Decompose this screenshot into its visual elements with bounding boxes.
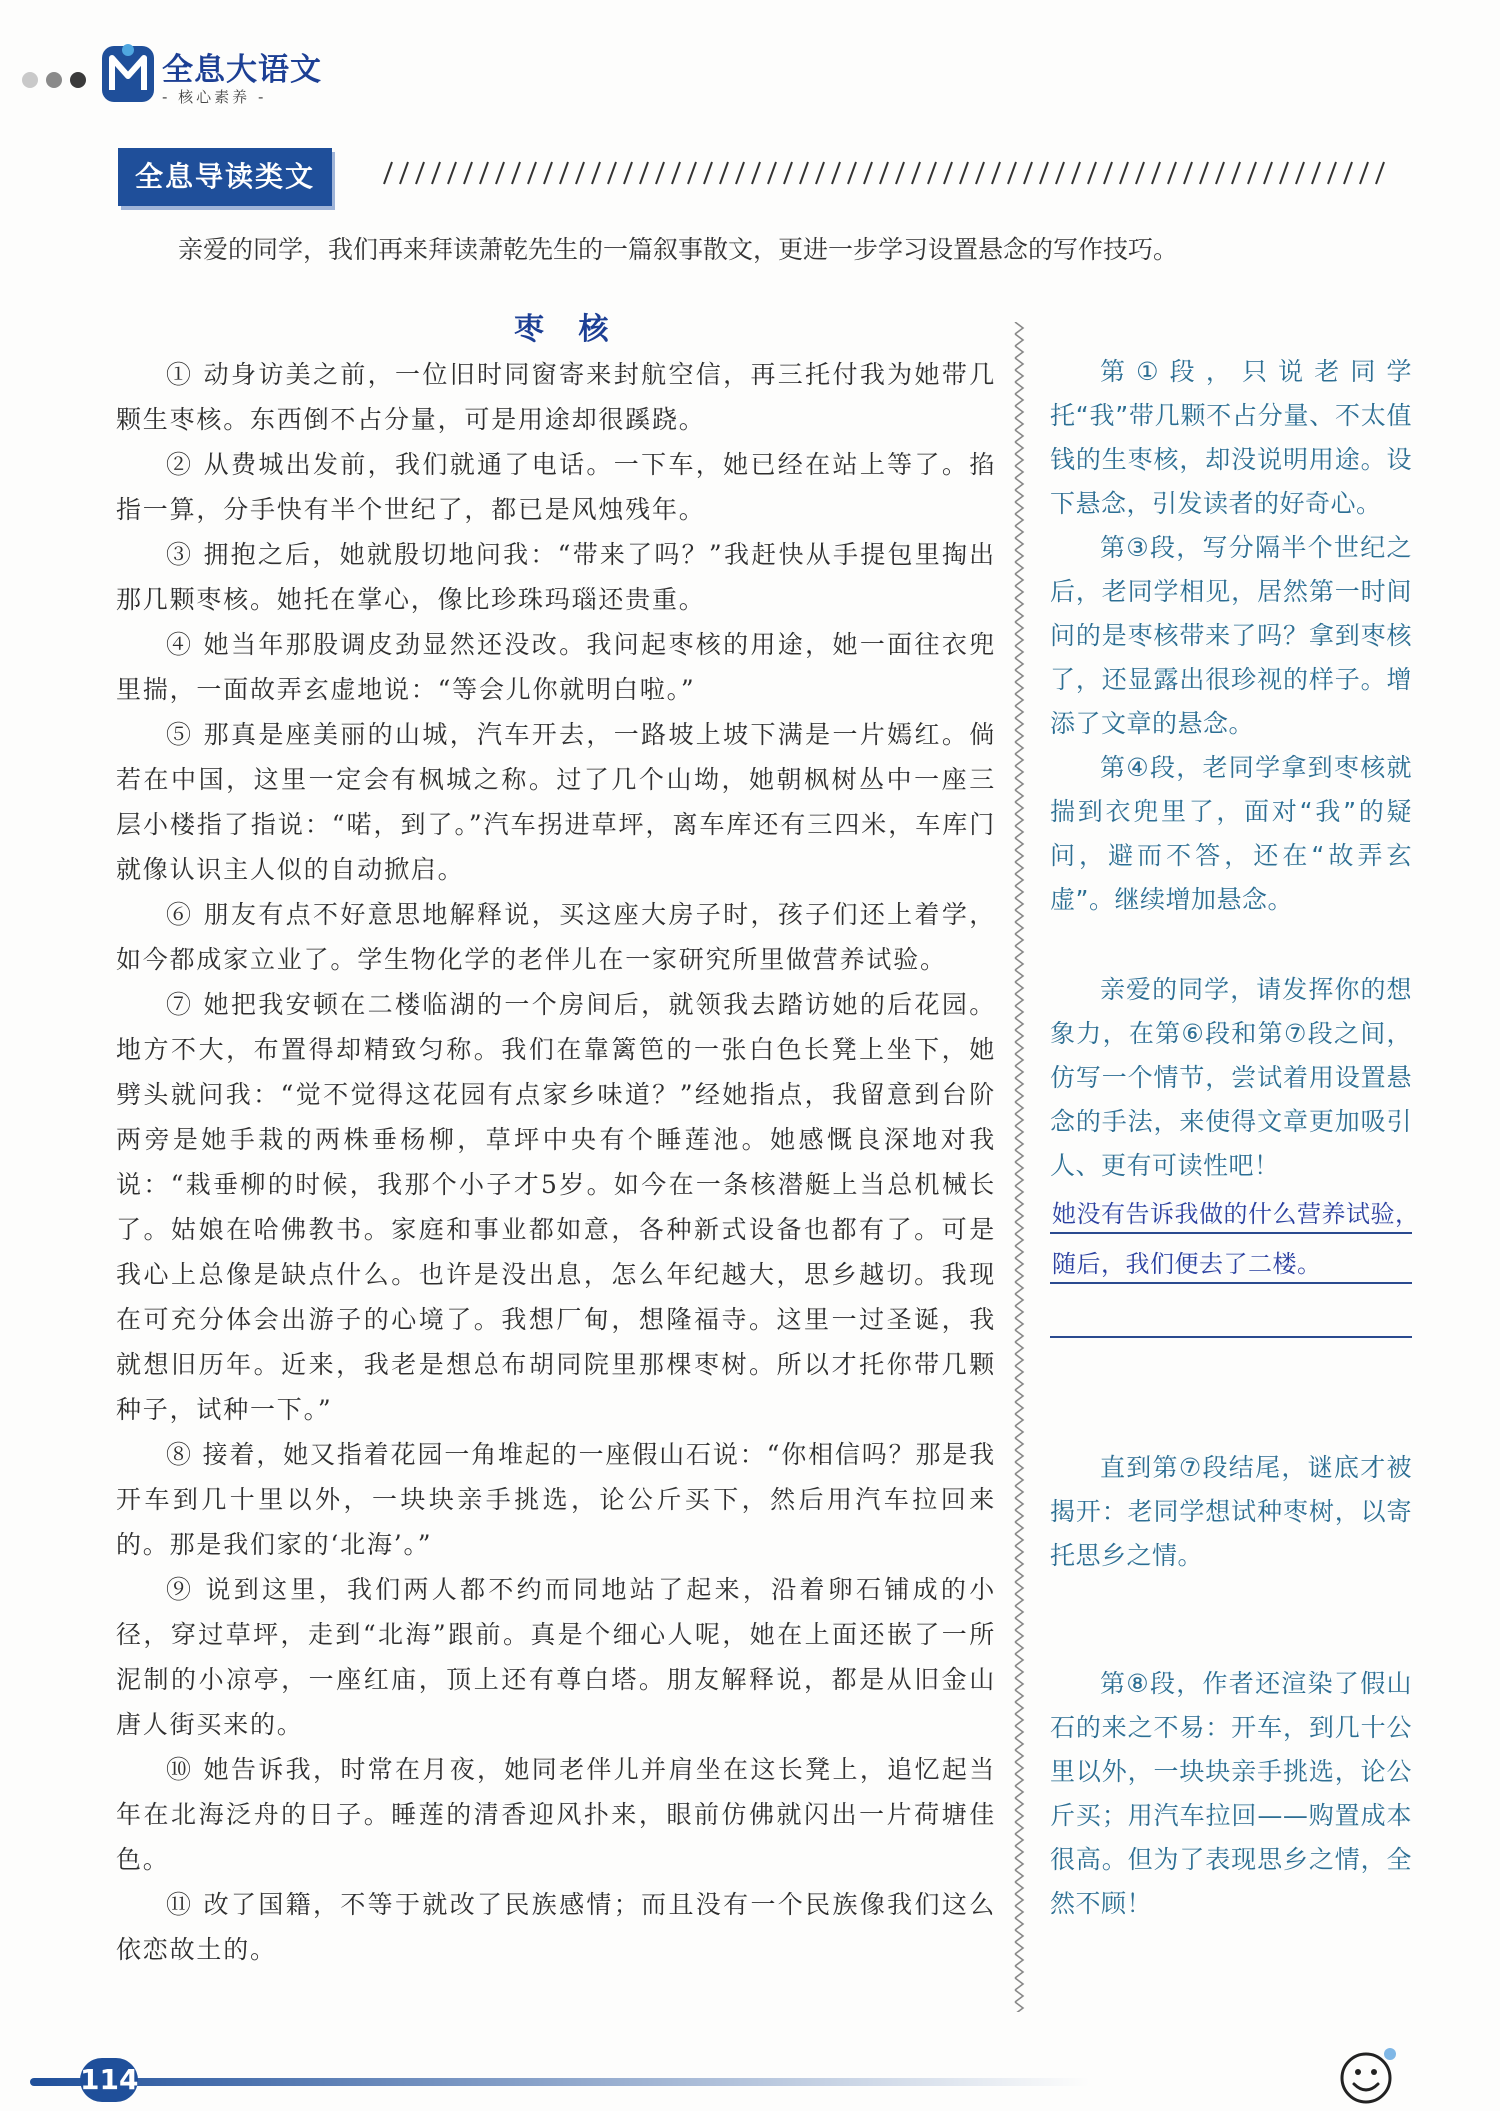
paragraph-6: ⑥ 朋友有点不好意思地解释说，买这座大房子时，孩子们还上着学，如今都成家立业了。学生物化学的老伴儿在一家研究所里做营养试验。 <box>116 900 996 974</box>
paragraph-11: ⑪ 改了国籍，不等于就改了民族感情；而且没有一个民族像我们这么依恋故土的。 <box>116 1890 996 1964</box>
article-title: 枣 核 <box>514 312 621 347</box>
answer-line-2 <box>1050 1282 1412 1284</box>
sidebar-note-group-3 <box>1050 1662 1412 1926</box>
decorative-dots <box>22 72 112 92</box>
article-body <box>116 352 996 1972</box>
zigzag-divider <box>1012 322 1026 2012</box>
page-number: 114 <box>80 2058 138 2102</box>
paragraph-3: ③ 拥抱之后，她就殷切地问我：“带来了吗？”我赶快从手提包里掏出那几颗枣核。她托在掌心，像比珍珠玛瑙还贵重。 <box>116 540 996 614</box>
paragraph-10: ⑩ 她告诉我，时常在月夜，她同老伴儿并肩坐在这长凳上，追忆起当年在北海泛舟的日子。睡莲的清香迎风扑来，眼前仿佛就闪出一片荷塘佳色。 <box>116 1755 996 1874</box>
sidebar-writing-prompt <box>1050 968 1412 1188</box>
footer-bar <box>30 2078 1090 2086</box>
sidebar-note-p7: 直到第⑦段结尾，谜底才被揭开：老同学想试种枣树，以寄托思乡之情。 <box>1050 1453 1412 1570</box>
brand-logo-icon <box>100 40 156 106</box>
dot-3 <box>70 72 86 88</box>
answer-line-3 <box>1050 1336 1412 1338</box>
paragraph-8: ⑧ 接着，她又指着花园一角堆起的一座假山石说：“你相信吗？那是我开车到几十里以外，一块块亲手挑选，论公斤买下，然后用汽车拉回来的。那是我们家的‘北海’。” <box>116 1440 996 1559</box>
paragraph-5: ⑤ 那真是座美丽的山城，汽车开去，一路坡上坡下满是一片嫣红。倘若在中国，这里一定会有枫城之称。过了几个山坳，她朝枫树丛中一座三层小楼指了指说：“喏，到了。”汽车拐进草坪，离车库还有三四米，车库门就像认识主人似的自动掀启。 <box>116 720 996 884</box>
slash-divider <box>380 158 1390 188</box>
writing-prompt-text: 亲爱的同学，请发挥你的想象力，在第⑥段和第⑦段之间，仿写一个情节，尝试着用设置悬念的手法，来使得文章更加吸引人、更有可读性吧！ <box>1050 975 1412 1180</box>
sidebar-note-p8: 第⑧段，作者还渲染了假山石的来之不易：开车，到几十公里以外，一块块亲手挑选，论公斤买；用汽车拉回——购置成本很高。但为了表现思乡之情，全然不顾！ <box>1050 1669 1412 1918</box>
paragraph-7: ⑦ 她把我安顿在二楼临湖的一个房间后，就领我去踏访她的后花园。地方不大，布置得却精致匀称。我们在靠篱笆的一张白色长凳上坐下，她劈头就问我：“觉不觉得这花园有点家乡味道？”经她指点，我留意到台阶两旁是她手栽的两株垂杨柳，草坪中央有个睡莲池。她感慨良深地对我说：“栽垂柳的时候，我那个小子才5岁。如今在一条核潜艇上当总机械长了。姑娘在哈佛教书。家庭和事业都如意，各种新式设备也都有了。可是我心上总像是缺点什么。也许是没出息，怎么年纪越大，思乡越切。我现在可充分体会出游子的心境了。我想厂甸，想隆福寺。这里一过圣诞，我就想旧历年。近来，我老是想总布胡同院里那棵枣树。所以才托你带几颗种子，试种一下。” <box>116 990 996 1424</box>
brand-subtitle: - 核心素养 - <box>162 88 267 106</box>
paragraph-4: ④ 她当年那股调皮劲显然还没改。我问起枣核的用途，她一面往衣兜里揣，一面故弄玄虚地说：“等会儿你就明白啦。” <box>116 630 996 704</box>
smiley-icon <box>1336 2044 1400 2108</box>
paragraph-2: ② 从费城出发前，我们就通了电话。一下车，她已经在站上等了。掐指一算，分手快有半个世纪了，都已是风烛残年。 <box>116 450 996 524</box>
section-tag: 全息导读类文 <box>118 148 332 206</box>
sidebar-note-p4: 第④段，老同学拿到枣核就揣到衣兜里了，面对“我”的疑问，避而不答，还在“故弄玄虚”。继续增加悬念。 <box>1050 753 1412 914</box>
brand-title: 全息大语文 <box>162 52 322 88</box>
sidebar-note-group-1 <box>1050 350 1412 922</box>
intro-text: 亲爱的同学，我们再来拜读萧乾先生的一篇叙事散文，更进一步学习设置悬念的写作技巧。 <box>178 235 1179 264</box>
sidebar-note-p3: 第③段，写分隔半个世纪之后，老同学相见，居然第一时间问的是枣核带来了吗？拿到枣核了，还显露出很珍视的样子。增添了文章的悬念。 <box>1050 533 1412 738</box>
sidebar-note-p1: 第①段，只说老同学托“我”带几颗不占分量、不太值钱的生枣核，却没说明用途。设下悬念，引发读者的好奇心。 <box>1050 357 1412 518</box>
answer-line-1 <box>1050 1232 1412 1234</box>
dot-2 <box>46 72 62 88</box>
paragraph-1: ① 动身访美之前，一位旧时同窗寄来封航空信，再三托付我为她带几颗生枣核。东西倒不占分量，可是用途却很蹊跷。 <box>116 360 996 434</box>
sidebar-note-group-2 <box>1050 1446 1412 1578</box>
handwritten-answer-line-1: 她没有告诉我做的什么营养试验， <box>1052 1200 1420 1228</box>
paragraph-9: ⑨ 说到这里，我们两人都不约而同地站了起来，沿着卵石铺成的小径，穿过草坪，走到“北海”跟前。真是个细心人呢，她在上面还嵌了一所泥制的小凉亭，一座红庙，顶上还有尊白塔。朋友解释说，都是从旧金山唐人街买来的。 <box>116 1575 996 1739</box>
dot-1 <box>22 72 38 88</box>
handwritten-answer-line-2: 随后，我们便去了二楼。 <box>1052 1250 1322 1278</box>
